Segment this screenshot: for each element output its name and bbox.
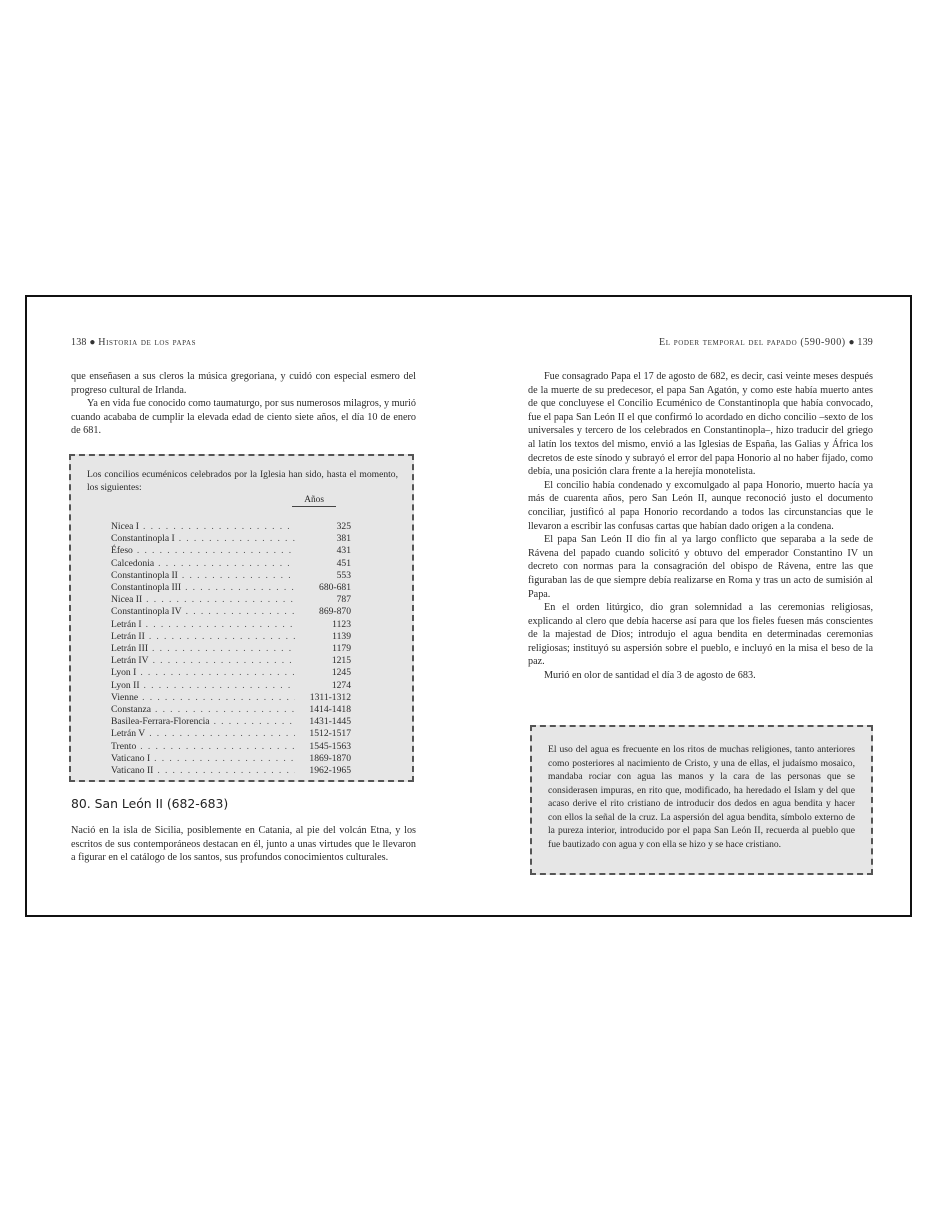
council-name: Lyon II (111, 679, 140, 691)
holy-water-box (530, 725, 873, 875)
leader-dots (158, 558, 295, 570)
council-name: Letrán III (111, 643, 149, 655)
council-years: 1431-1445 (309, 716, 351, 728)
council-years: 1962-1965 (309, 765, 351, 777)
council-name: Constantinopla IV (111, 606, 182, 618)
council-name: Basilea-Ferrara-Florencia (111, 716, 210, 728)
council-row (111, 667, 351, 679)
council-years: 1215 (331, 655, 351, 667)
leader-dots (149, 728, 295, 740)
council-row (111, 680, 351, 692)
left-running-title: Historia de los papas (98, 337, 197, 348)
council-row (111, 545, 351, 557)
bullet-separator: ● (89, 337, 99, 348)
council-name: Letrán I (111, 618, 142, 630)
left-page-number: 138 (71, 337, 87, 348)
council-years: 1512-1517 (309, 728, 351, 740)
paragraph: que enseñasen a sus cleros la música gregoriana, y cuidó con especial esmero del progreso cultural de Irlanda. (71, 371, 416, 396)
council-name: Lyon I (111, 667, 137, 679)
paragraph: En el orden litúrgico, dio gran solemnidad a las ceremonias religiosas, explicando al clero que debía hacerse así para que los fieles fuesen más conscientes de la majestad de Dios; introdujo el agua bendita en determinadas ceremonias religiosas; instituyó su aspersión sobre el pueblo, e incluyó en la misa el beso de la paz. (528, 602, 873, 668)
council-years: 381 (336, 533, 351, 545)
council-name: Vienne (111, 691, 139, 703)
council-row (111, 606, 351, 618)
leader-dots (146, 594, 295, 606)
council-years: 787 (336, 594, 351, 606)
council-years: 1274 (331, 679, 351, 691)
council-name: Nicea I (111, 521, 139, 532)
council-row (111, 753, 351, 765)
council-name: Letrán II (111, 630, 145, 642)
council-name: Trento (111, 740, 137, 752)
council-years: 1545-1563 (309, 740, 351, 752)
council-name: Éfeso (111, 545, 133, 557)
council-list (111, 521, 351, 777)
leader-dots (143, 521, 295, 533)
council-years: 1414-1418 (309, 704, 351, 716)
council-years: 1311-1312 (309, 691, 351, 703)
leader-dots (185, 582, 295, 594)
council-row (111, 765, 351, 777)
council-years: 431 (336, 545, 351, 557)
council-row (111, 741, 351, 753)
council-name: Constantinopla III (111, 582, 182, 594)
holy-water-text: El uso del agua es frecuente en los ritos de muchas religiones, tanto anteriores como posteriores al nacimiento de Cristo, y una de ellas, el judaísmo mosaico, mandaba rociar con agua las manos y la cara de las personas que se considerasen impuras, en rito que, modificado, ha heredado el Islam y del que acaso derive el rito cristiano de introducir dos dedos en agua bendita y hacer con ellos la señal de la cruz. La aspersión del agua bendita, símbolo externo de la pureza interior, introducido por el papa San León II, recuerda al pueblo que fue bautizado con agua y con ella se hizo y se hace cristiano. (548, 744, 855, 850)
paragraph: El papa San León II dio fin al ya largo conflicto que separaba a la sede de Rávena del papado cuando solicitó y obtuvo del emperador Constantino IV un decreto con normas para la consagración del obispo de Rávena, entre las que figuraban las de que siempre debía realizarse en Roma y tras un acto de sumisión al Papa. (528, 534, 873, 600)
council-years: 1869-1870 (309, 752, 351, 764)
leader-dots (144, 680, 295, 692)
council-name: Constanza (111, 704, 151, 716)
council-row (111, 533, 351, 545)
paragraph: Fue consagrado Papa el 17 de agosto de 682, es decir, casi veinte meses después de la muerte de su predecesor, el papa San Agatón, y como este había muerto antes de que concluyese el Concilio Ecuménico de Constantinopla que había convocado, fue el papa San León II el que confirmó lo acordado en dicho concilio –sexto de los universales y tercero de los celebrados en Constantinopla–, hizo traducir del griego al latín los textos del mismo, envió a las Iglesias de España, las Galias y África los decretos de este sínodo y subrayó el error del papa Honorio al no haber fijado, como debía, una posición clara frente a la herejía monotelista. (528, 371, 873, 478)
council-name: Letrán V (111, 728, 146, 740)
left-closing-text (71, 824, 416, 865)
years-column-header: Años (87, 494, 336, 506)
council-row (111, 704, 351, 716)
council-name: Nicea II (111, 594, 143, 606)
council-row (111, 594, 351, 606)
leader-dots (153, 655, 295, 667)
council-years: 451 (336, 557, 351, 569)
council-row (111, 692, 351, 704)
right-page-number: 139 (857, 337, 873, 348)
leader-dots (152, 643, 295, 655)
paragraph: Ya en vida fue conocido como taumaturgo, por sus numerosos milagros, y murió cuando acababa de cumplir la elevada edad de ciento siete años, el día 10 de enero de 681. (71, 398, 416, 437)
leader-dots (146, 619, 295, 631)
council-years: 869-870 (319, 606, 351, 618)
book-spread (25, 295, 912, 917)
leader-dots (142, 692, 295, 704)
paragraph: Murió en olor de santidad el día 3 de agosto de 683. (544, 670, 756, 682)
council-years: 553 (336, 569, 351, 581)
left-running-head (71, 337, 196, 348)
council-name: Letrán IV (111, 655, 149, 667)
leader-dots (186, 606, 295, 618)
council-row (111, 570, 351, 582)
council-name: Vaticano II (111, 765, 154, 777)
paragraph: El concilio había condenado y excomulgado al papa Honorio, muerto hacía ya más de cuarenta años, pero San León II, aunque reconoció justo el documento conciliar, justificó al papa Honorio recordando a todos las circunstancias que le llevaron a escribir las confusas cartas que habían dado origen a la condena. (528, 479, 873, 532)
section-title: 80. San León II (682-683) (71, 796, 229, 811)
right-running-head (659, 337, 873, 348)
council-row (111, 716, 351, 728)
paragraph: Nació en la isla de Sicilia, posiblemente en Catania, al pie del volcán Etna, y los escritos de sus contemporáneos destacan en él, junto a unas virtudes que le llevaron a figurar en el catálogo de los santos, sus profundos conocimientos culturales. (71, 825, 416, 864)
councils-intro: Los concilios ecuménicos celebrados por la Iglesia han sido, hasta el momento, los siguientes: (87, 469, 398, 493)
council-years: 1179 (332, 643, 351, 655)
bullet-separator: ● (848, 337, 858, 348)
leader-dots (155, 704, 295, 716)
council-row (111, 521, 351, 533)
council-row (111, 631, 351, 643)
leader-dots (182, 570, 295, 582)
council-years: 1123 (332, 618, 351, 630)
leader-dots (137, 545, 295, 557)
council-name: Constantinopla I (111, 533, 175, 545)
leader-dots (140, 741, 295, 753)
council-row (111, 582, 351, 594)
leader-dots (179, 533, 295, 545)
council-row (111, 655, 351, 667)
leader-dots (157, 765, 295, 777)
council-years: 680-681 (319, 582, 351, 594)
leader-dots (149, 631, 295, 643)
leader-dots (214, 716, 295, 728)
council-name: Calcedonia (111, 557, 155, 569)
leader-dots (140, 667, 295, 679)
councils-box (69, 454, 414, 782)
council-row (111, 728, 351, 740)
right-body-text (528, 370, 873, 683)
council-row (111, 619, 351, 631)
council-years: 1139 (332, 630, 351, 642)
right-running-title: El poder temporal del papado (590-900) (659, 337, 846, 348)
left-intro-text (71, 370, 416, 438)
council-years: 1245 (331, 667, 351, 679)
council-row (111, 558, 351, 570)
council-row (111, 643, 351, 655)
leader-dots (154, 753, 295, 765)
council-name: Constantinopla II (111, 569, 178, 581)
council-name: Vaticano I (111, 752, 151, 764)
council-years: 325 (336, 521, 351, 532)
